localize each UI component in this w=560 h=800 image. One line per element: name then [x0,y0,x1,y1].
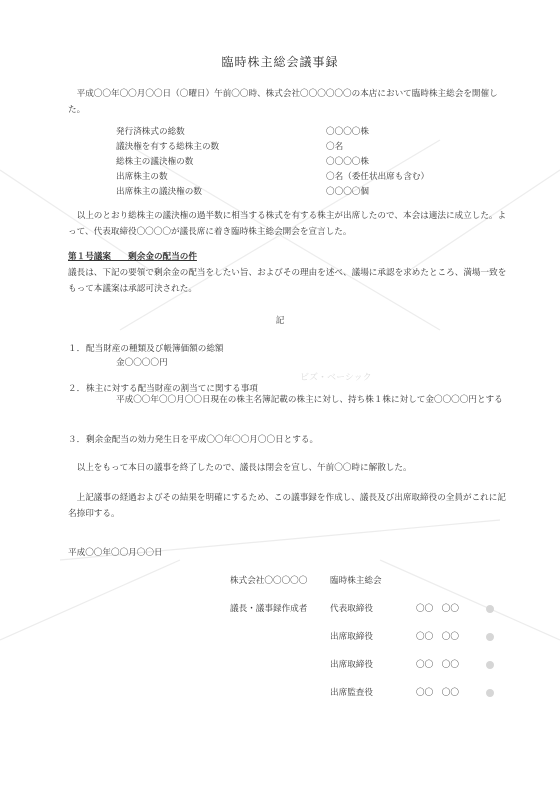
agenda-body: 議長は、下記の要領で剰余金の配当をしたい旨、およびその理由を述べ、議場に承認を求めたところ、満場一致をもって本議案は承認可決された。 [68,268,507,294]
signer-title: 出席取締役 [330,660,373,670]
signer-role: 議長・議事録作成者 [230,604,308,614]
stat-label: 議決権を有する総株主の数 [116,142,220,152]
company-name: 株式会社〇〇〇〇〇 [230,576,308,586]
signer-title: 出席取締役 [330,632,373,642]
stat-value: 〇名 [326,142,344,152]
closing-paragraph: 以上をもって本日の議事を終了したので、議長は閉会を宣し、午前〇〇時に解散した。 [76,463,412,473]
stat-label: 総株主の議決権の数 [116,157,194,167]
item-text: 配当財産の種類及び帳簿価額の総額 [86,344,224,354]
signer-name: 〇〇 〇〇 [416,660,459,670]
seal-mark-icon [486,661,494,669]
item-number: ２． [68,384,86,394]
item-detail: 金〇〇〇〇円 [116,358,168,368]
signer-name: 〇〇 〇〇 [416,632,459,642]
seal-mark-icon [486,689,494,697]
item-text: 株主に対する配当財産の割当てに関する事項 [86,384,258,394]
stat-value: 〇〇〇〇個 [326,187,369,197]
item-detail: 平成〇〇年〇〇月〇〇日現在の株主名簿記載の株主に対し、持ち株１株に対して金〇〇〇〇円とする [116,395,503,405]
document-date: 平成〇〇年〇〇月〇〇日 [68,548,163,558]
signer-name: 〇〇 〇〇 [416,688,459,698]
intro-paragraph: 平成〇〇年〇〇月〇〇日（〇曜日）午前〇〇時、株式会社〇〇〇〇〇〇の本店において臨時株主総会を開催した。 [68,89,498,115]
stat-label: 出席株主の数 [116,172,168,182]
stat-value: 〇〇〇〇株 [326,157,369,167]
watermark-text: ビズ・ベーシック [300,373,372,383]
signer-title: 代表取締役 [330,604,373,614]
signer-name: 〇〇 〇〇 [416,604,459,614]
item-number: １． [68,344,86,354]
stat-value: 〇〇〇〇株 [326,127,369,137]
stat-value: 〇名（委任状出席も含む） [326,172,430,182]
record-paragraph: 上記議事の経過およびその結果を明確にするため、この議事録を作成し、議長及び出席取締役の全員がこれに記名捺印する。 [68,493,506,519]
seal-mark-icon [486,605,494,613]
ki-heading: 記 [275,316,285,326]
stat-label: 出席株主の議決権の数 [116,187,202,197]
seal-mark-icon [486,633,494,641]
item-text: 剰余金配当の効力発生日を平成〇〇年〇〇月〇〇日とする。 [86,435,319,445]
stat-label: 発行済株式の総数 [116,127,185,137]
meeting-name: 臨時株主総会 [330,576,382,586]
item-number: ３． [68,435,86,445]
quorum-paragraph: 以上のとおり総株主の議決権の過半数に相当する株式を有する株主が出席したので、本会は適法に成立した。よって、代表取締役〇〇〇〇が議長席に着き臨時株主総会開会を宣言した。 [68,211,507,237]
agenda-title: 第１号議案 剰余金の配当の件 [68,252,197,262]
signer-title: 出席監査役 [330,688,373,698]
document-title: 臨時株主総会議事録 [221,55,339,69]
